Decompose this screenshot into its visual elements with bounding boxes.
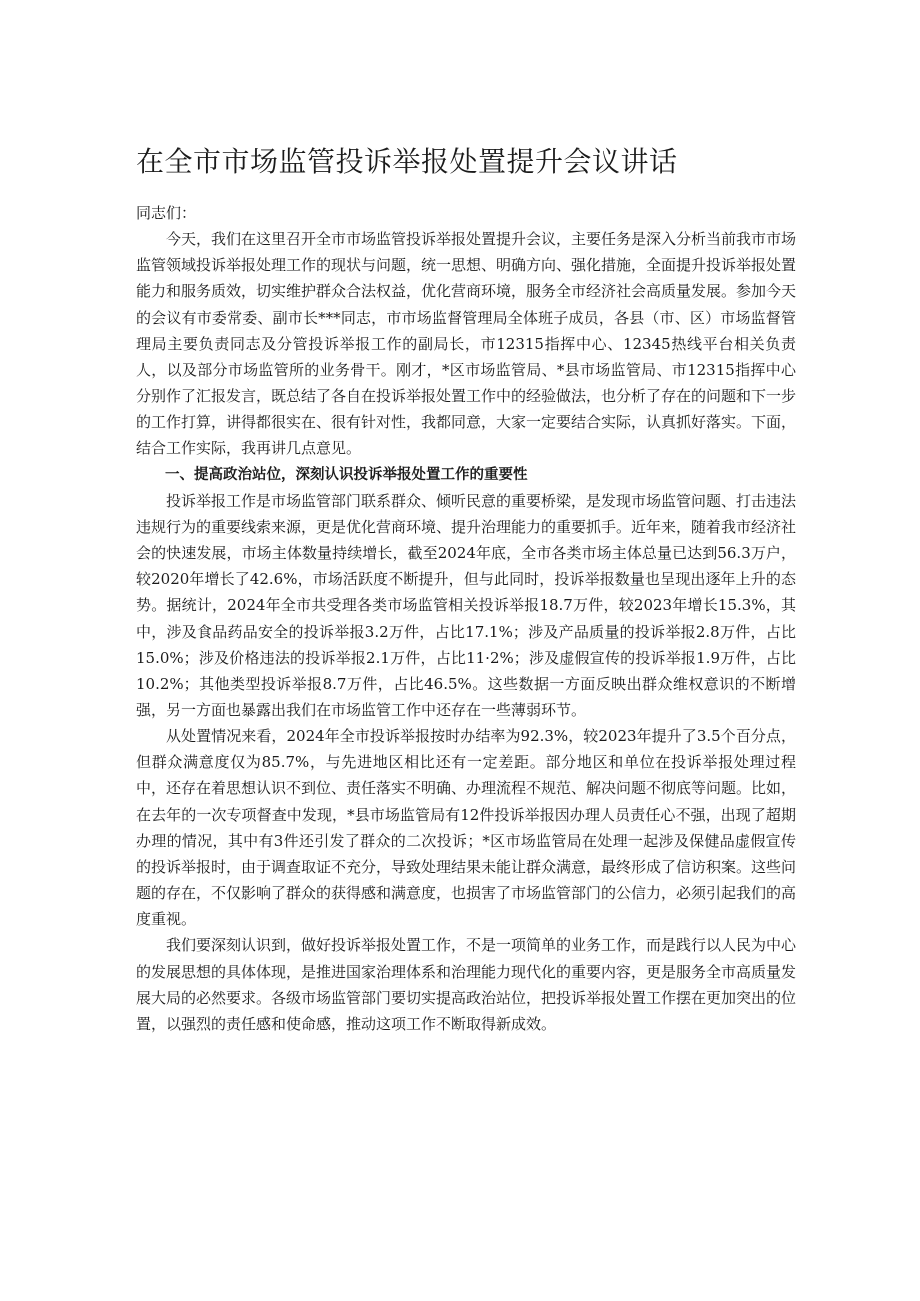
opening-paragraph: 今天，我们在这里召开全市市场监管投诉举报处置提升会议，主要任务是深入分析当前我市市场监管领域投诉举报处理工作的现状与问题，统一思想、明确方向、强化措施，全面提升投诉举报处置能力和服务质效，切实维护群众合法权益，优化营商环境，服务全市经济社会高质量发展。参加今天的会议有市委常委、副市长***同志，市市场监督管理局全体班子成员，各县（市、区）市场监督管理局主要负责同志及分管投诉举报工作的副局长，市12315指挥中心、12345热线平台相关负责人，以及部分市场监管所的业务骨干。刚才，*区市场监管局、*县市场监管局、市12315指挥中心分别作了汇报发言，既总结了各自在投诉举报处置工作中的经验做法，也分析了存在的问题和下一步的工作打算，讲得都很实在、很有针对性，我都同意，大家一定要结合实际，认真抓好落实。下面，结合工作实际，我再讲几点意见。: [136, 230, 797, 458]
section-paragraph: 投诉举报工作是市场监管部门联系群众、倾听民意的重要桥梁，是发现市场监管问题、打击违法违规行为的重要线索来源，更是优化营商环境、提升治理能力的重要抓手。近年来，随着我市经济社会的快速发展，市场主体数量持续增长，截至2024年底，全市各类市场主体总量已达到56.3万户，较2020年增长了42.6%，市场活跃度不断提升，但与此同时，投诉举报数量也呈现出逐年上升的态势。据统计，2024年全市共受理各类市场监管相关投诉举报18.7万件，较2023年增长15.3%，其中，涉及食品药品安全的投诉举报3.2万件，占比17.1%；涉及产品质量的投诉举报2.8万件，占比15.0%；涉及价格违法的投诉举报2.1万件，占比11·2%；涉及虚假宣传的投诉举报1.9万件，占比10.2%；其他类型投诉举报8.7万件，占比46.5%。这些数据一方面反映出群众维权意识的不断增强，另一方面也暴露出我们在市场监管工作中还存在一些薄弱环节。: [136, 491, 797, 719]
section-heading: 一、提高政治站位，深刻认识投诉举报处置工作的重要性: [165, 466, 528, 483]
salutation: 同志们：: [136, 204, 197, 222]
section-paragraph: 从处置情况来看，2024年全市投诉举报按时办结率为92.3%，较2023年提升了3.5个百分点，但群众满意度仅为85.7%，与先进地区相比还有一定差距。部分地区和单位在投诉举报处理过程中，还存在着思想认识不到位、责任落实不明确、办理流程不规范、解决问题不彻底等问题。比如，在去年的一次专项督查中发现，*县市场监管局有12件投诉举报因办理人员责任心不强，出现了超期办理的情况，其中有3件还引发了群众的二次投诉；*区市场监管局在处理一起涉及保健品虚假宣传的投诉举报时，由于调查取证不充分，导致处理结果未能让群众满意，最终形成了信访积案。这些问题的存在，不仅影响了群众的获得感和满意度，也损害了市场监管部门的公信力，必须引起我们的高度重视。: [136, 727, 797, 929]
document-title: 在全市市场监管投诉举报处置提升会议讲话: [136, 145, 678, 178]
section-paragraph: 我们要深刻认识到，做好投诉举报处置工作，不是一项简单的业务工作，而是践行以人民为中心的发展思想的具体体现，是推进国家治理体系和治理能力现代化的重要内容，更是服务全市高质量发展大局的必然要求。各级市场监管部门要切实提高政治站位，把投诉举报处置工作摆在更加突出的位置，以强烈的责任感和使命感，推动这项工作不断取得新成效。: [136, 936, 797, 1033]
document-body: [136, 200, 796, 1037]
